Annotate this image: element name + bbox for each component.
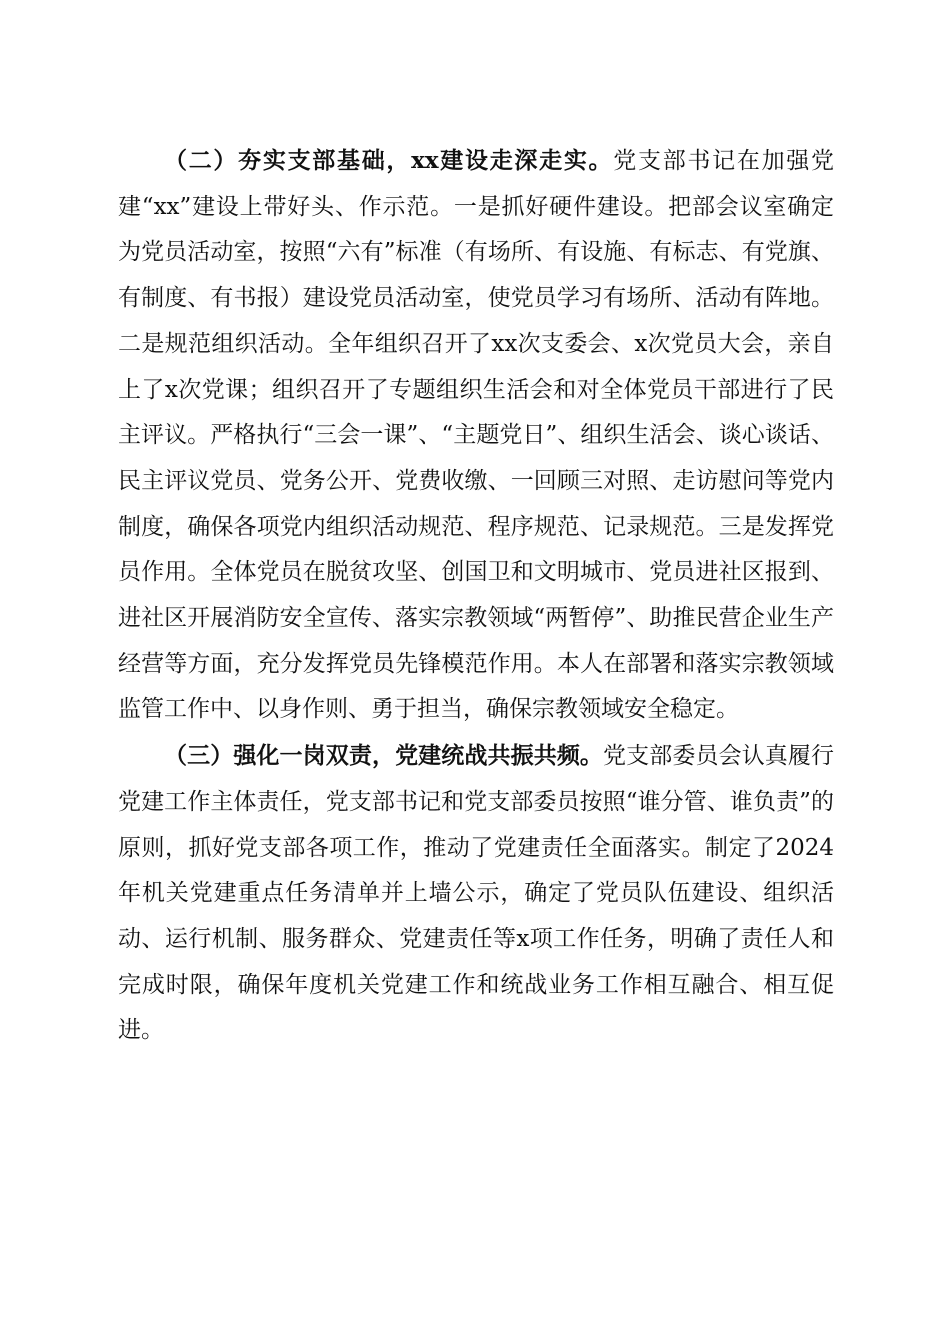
paragraph-heading: （三）强化一岗双责，党建统战共振共频。 [164,742,604,770]
document-page [118,138,834,1054]
paragraph-heading: （二）夯实支部基础，xx建设走深走实。 [164,147,614,174]
paragraph-body: 党支部书记在加强党建“xx”建设上带好头、作示范。一是抓好硬件建设。把部会议室确定为党员活动室，按照“六有”标准（有场所、有设施、有标志、有党旗、有制度、有书报）建设党员活动室，使党员学习有场所、活动有阵地。二是规范组织活动。全年组织召开了xx次支委会、x次党员大会，亲自上了x次党课；组织召开了专题组织生活会和对全体党员干部进行了民主评议。严格执行“三会一课”、“主题党日”、组织生活会、谈心谈话、民主评议党员、党务公开、党费收缴、一回顾三对照、走访慰问等党内制度，确保各项党内组织活动规范、程序规范、记录规范。三是发挥党员作用。全体党员在脱贫攻坚、创国卫和文明城市、党员进社区报到、进社区开展消防安全宣传、落实宗教领域“两暂停”、助推民营企业生产经营等方面，充分发挥党员先锋模范作用。本人在部署和落实宗教领域监管工作中、以身作则、勇于担当，确保宗教领域安全稳定。 [118,148,834,723]
paragraph-3 [118,733,834,1054]
paragraph-body: 党支部委员会认真履行党建工作主体责任，党支部书记和党支部委员按照“谁分管、谁负责”的原则，抓好党支部各项工作，推动了党建责任全面落实。制定了2024年机关党建重点任务清单并上墙公示，确定了党员队伍建设、组织活动、运行机制、服务群众、党建责任等x项工作任务，明确了责任人和完成时限，确保年度机关党建工作和统战业务工作相互融合、相互促进。 [118,743,835,1044]
paragraph-2 [118,138,834,733]
